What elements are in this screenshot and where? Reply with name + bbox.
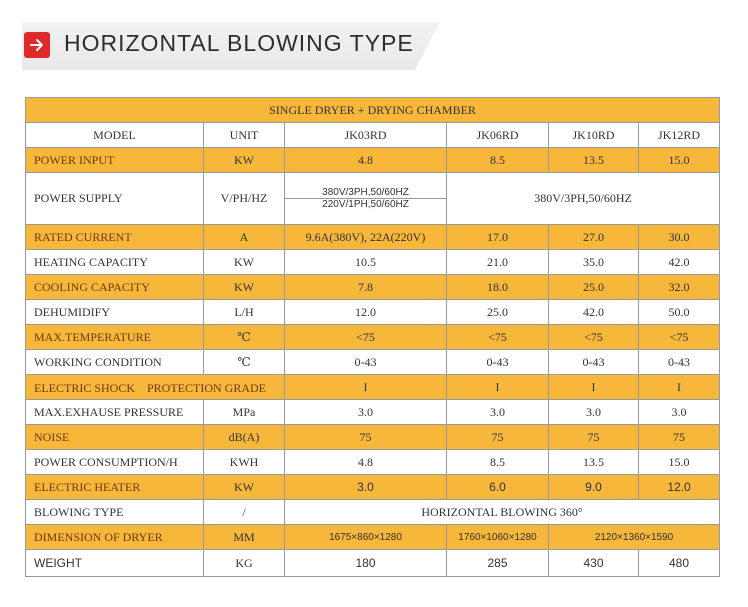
cell-value: 30.0 xyxy=(639,225,720,250)
cell-value: 430 xyxy=(549,550,639,577)
table-row xyxy=(26,148,720,173)
cell-value: 9.0 xyxy=(549,475,639,500)
row-label: COOLING CAPACITY xyxy=(26,275,204,300)
cell-value: 15.0 xyxy=(639,148,720,173)
cell-value: 285 xyxy=(447,550,549,577)
table-row xyxy=(26,450,720,475)
table-row xyxy=(26,375,720,400)
cell-value: 10.5 xyxy=(285,250,447,275)
table-row xyxy=(26,550,720,577)
cell-value: 75 xyxy=(447,425,549,450)
cell-value: 3.0 xyxy=(639,400,720,425)
cell-value: 75 xyxy=(639,425,720,450)
power-supply-jk03-cell xyxy=(285,173,447,225)
header-unit: UNIT xyxy=(204,123,285,148)
row-unit: ℃ xyxy=(204,325,285,350)
table-row xyxy=(26,400,720,425)
cell-value: 75 xyxy=(549,425,639,450)
row-label: DIMENSION OF DRYER xyxy=(26,525,204,550)
cell-value: 0-43 xyxy=(447,350,549,375)
cell-value: 8.5 xyxy=(447,450,549,475)
row-label: POWER CONSUMPTION/H xyxy=(26,450,204,475)
cell-value: 12.0 xyxy=(285,300,447,325)
row-label: BLOWING TYPE xyxy=(26,500,204,525)
cell-value: <75 xyxy=(549,325,639,350)
header-jk06rd: JK06RD xyxy=(447,123,549,148)
cell-value: 25.0 xyxy=(549,275,639,300)
cell-value: 0-43 xyxy=(549,350,639,375)
row-label: NOISE xyxy=(26,425,204,450)
cell-value: 42.0 xyxy=(639,250,720,275)
cell-value: 13.5 xyxy=(549,148,639,173)
cell-value: 8.5 xyxy=(447,148,549,173)
power-supply-option-a: 380V/3PH,50/60HZ xyxy=(322,187,409,198)
cell-value: 3.0 xyxy=(285,400,447,425)
cell-value: 21.0 xyxy=(447,250,549,275)
cell-value: I xyxy=(447,375,549,400)
row-label: WEIGHT xyxy=(26,550,204,577)
cell-value: 15.0 xyxy=(639,450,720,475)
cell-value: 13.5 xyxy=(549,450,639,475)
row-unit: ℃ xyxy=(204,350,285,375)
cell-value: 12.0 xyxy=(639,475,720,500)
cell-value: 18.0 xyxy=(447,275,549,300)
cell-value: <75 xyxy=(447,325,549,350)
row-unit: dB(A) xyxy=(204,425,285,450)
cell-value: 7.8 xyxy=(285,275,447,300)
row-label: HEATING CAPACITY xyxy=(26,250,204,275)
dimension-jk10-jk12: 2120×1360×1590 xyxy=(549,525,720,550)
arrow-right-icon xyxy=(24,32,50,58)
dimension-jk03: 1675×860×1280 xyxy=(285,525,447,550)
row-unit: KW xyxy=(204,475,285,500)
spec-table xyxy=(25,97,720,577)
header-model: MODEL xyxy=(26,123,204,148)
row-label: MAX.EXHAUSE PRESSURE xyxy=(26,400,204,425)
table-row xyxy=(26,325,720,350)
dimension-jk06: 1760×1060×1280 xyxy=(447,525,549,550)
table-row xyxy=(26,500,720,525)
cell-value: 75 xyxy=(285,425,447,450)
cell-value: 25.0 xyxy=(447,300,549,325)
row-unit: A xyxy=(204,225,285,250)
cell-value: 6.0 xyxy=(447,475,549,500)
row-unit: KWH xyxy=(204,450,285,475)
cell-value: <75 xyxy=(285,325,447,350)
cell-value: 480 xyxy=(639,550,720,577)
cell-value: <75 xyxy=(639,325,720,350)
cell-value: 32.0 xyxy=(639,275,720,300)
power-supply-others: 380V/3PH,50/60HZ xyxy=(447,173,720,225)
cell-value: 17.0 xyxy=(447,225,549,250)
cell-value: I xyxy=(285,375,447,400)
cell-value: 4.8 xyxy=(285,148,447,173)
cell-value: 35.0 xyxy=(549,250,639,275)
row-label: ELECTRIC SHOCK PROTECTION GRADE xyxy=(26,375,285,400)
cell-value: 3.0 xyxy=(285,475,447,500)
cell-value: I xyxy=(639,375,720,400)
row-unit: KW xyxy=(204,275,285,300)
table-row xyxy=(26,425,720,450)
table-row xyxy=(26,225,720,250)
row-unit: MM xyxy=(204,525,285,550)
cell-value: 9.6A(380V), 22A(220V) xyxy=(285,225,447,250)
row-label: DEHUMIDIFY xyxy=(26,300,204,325)
row-unit: KW xyxy=(204,148,285,173)
table-row xyxy=(26,250,720,275)
row-label: MAX.TEMPERATURE xyxy=(26,325,204,350)
row-label: WORKING CONDITION xyxy=(26,350,204,375)
row-unit: L/H xyxy=(204,300,285,325)
table-row xyxy=(26,173,720,225)
table-row xyxy=(26,275,720,300)
blowing-type-value: HORIZONTAL BLOWING 360° xyxy=(285,500,720,525)
cell-value: 180 xyxy=(285,550,447,577)
cell-value: 50.0 xyxy=(639,300,720,325)
row-unit: V/PH/HZ xyxy=(204,173,285,225)
row-label: RATED CURRENT xyxy=(26,225,204,250)
row-unit: KW xyxy=(204,250,285,275)
page-title: HORIZONTAL BLOWING TYPE xyxy=(64,30,414,56)
row-unit: / xyxy=(204,500,285,525)
cell-value: I xyxy=(549,375,639,400)
cell-value: 3.0 xyxy=(447,400,549,425)
header-jk03rd: JK03RD xyxy=(285,123,447,148)
row-label: ELECTRIC HEATER xyxy=(26,475,204,500)
table-row xyxy=(26,350,720,375)
table-caption: SINGLE DRYER + DRYING CHAMBER xyxy=(26,98,720,123)
header-jk10rd: JK10RD xyxy=(549,123,639,148)
table-row xyxy=(26,525,720,550)
table-row xyxy=(26,475,720,500)
cell-value: 42.0 xyxy=(549,300,639,325)
cell-value: 27.0 xyxy=(549,225,639,250)
cell-value: 4.8 xyxy=(285,450,447,475)
row-unit: MPa xyxy=(204,400,285,425)
cell-value: 0-43 xyxy=(639,350,720,375)
row-label: POWER SUPPLY xyxy=(26,173,204,225)
cell-value: 3.0 xyxy=(549,400,639,425)
row-unit: KG xyxy=(204,550,285,577)
header-jk12rd: JK12RD xyxy=(639,123,720,148)
cell-value: 0-43 xyxy=(285,350,447,375)
power-supply-option-b: 220V/1PH,50/60HZ xyxy=(285,198,446,210)
row-label: POWER INPUT xyxy=(26,148,204,173)
table-row xyxy=(26,300,720,325)
